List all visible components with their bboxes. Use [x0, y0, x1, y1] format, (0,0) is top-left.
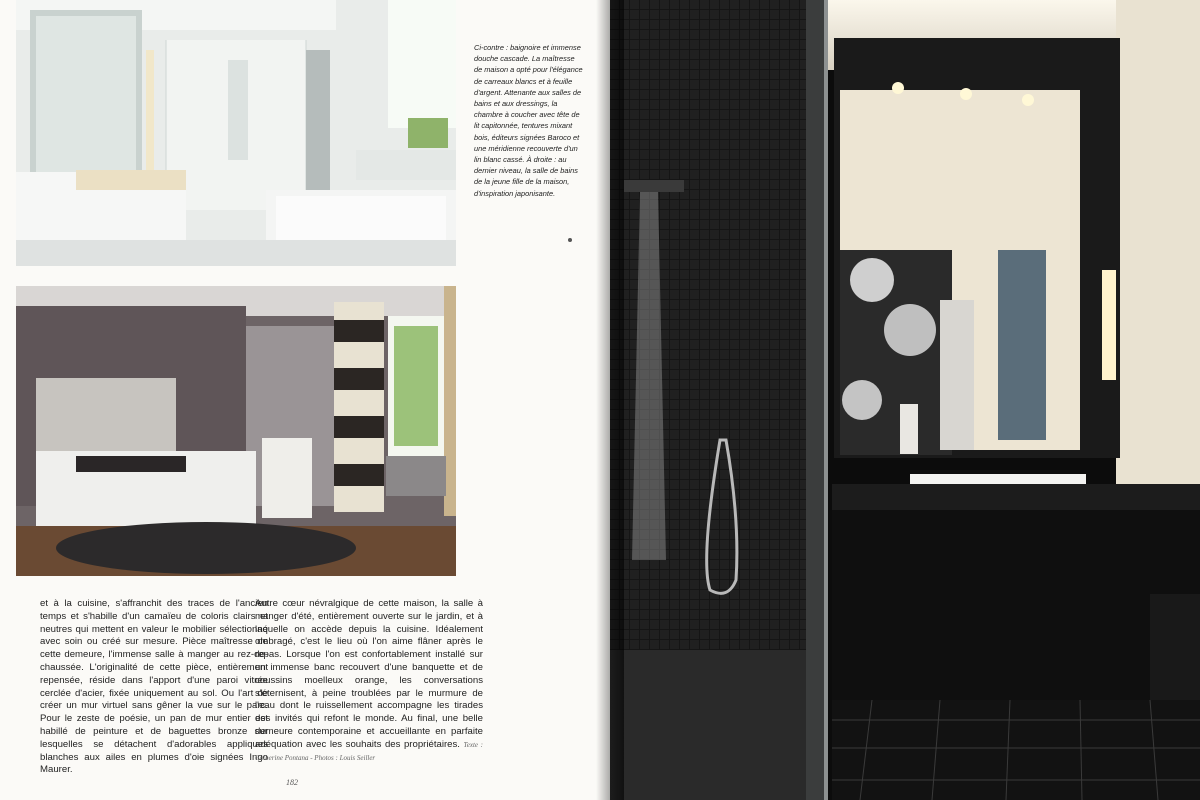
photo-caption: Ci-contre : baignoire et immense douche cascade. La maîtresse de maison a opté pour l'élégance de carreaux blancs et à feuille d'argent. Attenante aux salles de bains et aux dressings, la chambre à coucher avec tête de lit capitonnée, tentures mixant bois, éditeurs signées Baroco et une méridienne recouverte d'un lin blanc cassé. À droite : au dernier niveau, la salle de bains de la jeune fille de la maison, d'inspiration japonisante. [474, 43, 583, 198]
dark-bathroom-photo [610, 0, 1200, 800]
page-number: 182 [286, 778, 298, 787]
column-2-text: Autre cœur névralgique de cette maison, la salle à manger d'été, entièrement ouverte sur le jardin, et à laquelle on accède depuis la cuisine. Idéalement ombragé, c'est le lieu où l'on aime flâner après le repas. Lorsque l'on est confortablement installé sur un immense banc recouvert d'une banquette et de coussins moelleux orange, les conversations s'éternisent, à peine troublées par le murmure de l'eau dont le ruissellement accompagne les tirades des invités qui refont le monde. Au final, une belle demeure contemporaine et accueillante en parfaite adéquation avec les souhaits des propriétaires. [255, 598, 483, 750]
article-column-1: et à la cuisine, s'affranchit des traces de l'ancien temps et s'habille d'un camaïeu de coloris clairs et neutres qui mettent en valeur le mobilier sélectionné avec soin ou créé sur mesure. Pièce maîtresse de cette demeure, l'immense salle à manger au rez-de-chaussée. L'originalité de cette pièce, entièrement repensée, réside dans l'apport d'une paroi vitrée cerclée d'acier, fixée uniquement au sol. Ou l'art de créer un mur virtuel sans gêner la vue sur le parc. Pour le zeste de poésie, un pan de mur entier est habillé de peinture et de baguettes bronze sur lesquelles se détachent d'adorables appliques blanches aux ailes en plumes d'oie signées Ingo Maurer. [40, 598, 268, 776]
bathroom-photo [16, 0, 456, 266]
article-column-2 [255, 598, 483, 764]
page-gutter [596, 0, 624, 800]
photo-credit: Texte : Catherine Pontana - Photos : Louis Seiller [255, 740, 483, 762]
right-page [610, 0, 1200, 800]
caption-marker [568, 238, 572, 242]
bedroom-photo [16, 286, 456, 576]
